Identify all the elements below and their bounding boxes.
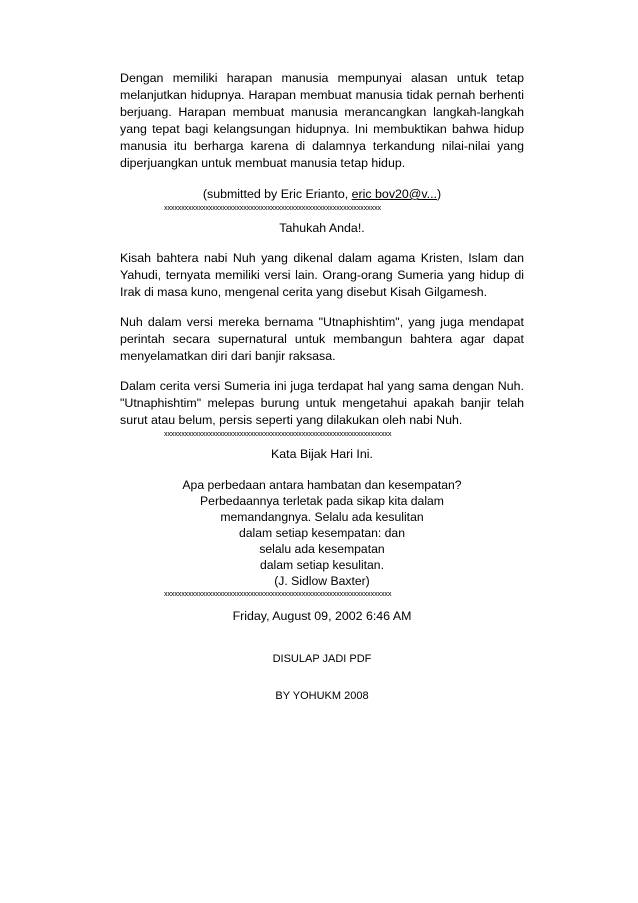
quote-line: dalam setiap kesempatan: dan — [239, 526, 405, 540]
quote-line: selalu ada kesempatan — [259, 542, 385, 556]
submitted-line — [120, 186, 524, 203]
footer-line-1: DISULAP JADI PDF — [272, 653, 372, 665]
paragraph-3: Dalam cerita versi Sumeria ini juga terdapat hal yang sama dengan Nuh. "Utnaphishtim" melepas burung untuk mengetahui apakah banjir telah surut atau belum, persis seperti yang dilakukan oleh nabi Nuh. — [120, 379, 524, 427]
document-page — [120, 70, 524, 705]
separator-line-1: xxxxxxxxxxxxxxxxxxxxxxxxxxxxxxxxxxxxxxxxxxxxxxxxxxxxxxxxxxxxxxx — [164, 203, 381, 212]
separator-line-2: xxxxxxxxxxxxxxxxxxxxxxxxxxxxxxxxxxxxxxxxxxxxxxxxxxxxxxxxxxxxxxxxxx — [164, 429, 392, 438]
paragraph-2: Nuh dalam versi mereka bernama "Utnaphishtim", yang juga mendapat perintah secara supernatural untuk membangun bahtera agar dapat menyelamatkan diri dari banjir raksasa. — [120, 315, 524, 363]
quote-title: Kata Bijak Hari Ini. — [271, 447, 373, 461]
email-link[interactable]: eric bov20@v... — [351, 187, 437, 201]
intro-paragraph: Dengan memiliki harapan manusia mempunyai alasan untuk tetap melanjutkan hidupnya. Harapan membuat manusia tidak pernah berhenti berjuang. Harapan membuat manusia merancangkan langkah-langkah yang tepat bagi kelangsungan hidupnya. Ini membuktikan bahwa hidup manusia itu berharga karena di dalamnya terkandung nilai-nilai yang diperjuangkan untuk membuat manusia tetap hidup. — [120, 71, 524, 170]
post-date: Friday, August 09, 2002 6:46 AM — [232, 609, 412, 623]
paragraph-1: Kisah bahtera nabi Nuh yang dikenal dalam agama Kristen, Islam dan Yahudi, ternyata memiliki versi lain. Orang-orang Sumeria yang hidup di Irak di masa kuno, mengenal cerita yang disebut Kisah Gilgamesh. — [120, 251, 524, 299]
separator-line-3: xxxxxxxxxxxxxxxxxxxxxxxxxxxxxxxxxxxxxxxxxxxxxxxxxxxxxxxxxxxxxxxxxx — [164, 589, 392, 598]
submitted-prefix: (submitted by Eric Erianto, — [202, 187, 352, 201]
quote-line: dalam setiap kesulitan. — [260, 558, 384, 572]
quote-line: memandangnya. Selalu ada kesulitan — [220, 510, 424, 524]
footer-line-2: BY YOHUKM 2008 — [275, 690, 369, 702]
submitted-suffix: ) — [436, 187, 442, 201]
quote-line: Perbedaannya terletak pada sikap kita dalam — [200, 494, 444, 508]
quote-line: Apa perbedaan antara hambatan dan kesempatan? — [182, 478, 462, 492]
quote-block — [120, 477, 524, 589]
quote-author: (J. Sidlow Baxter) — [274, 574, 370, 588]
section-title: Tahukah Anda!. — [279, 221, 365, 235]
